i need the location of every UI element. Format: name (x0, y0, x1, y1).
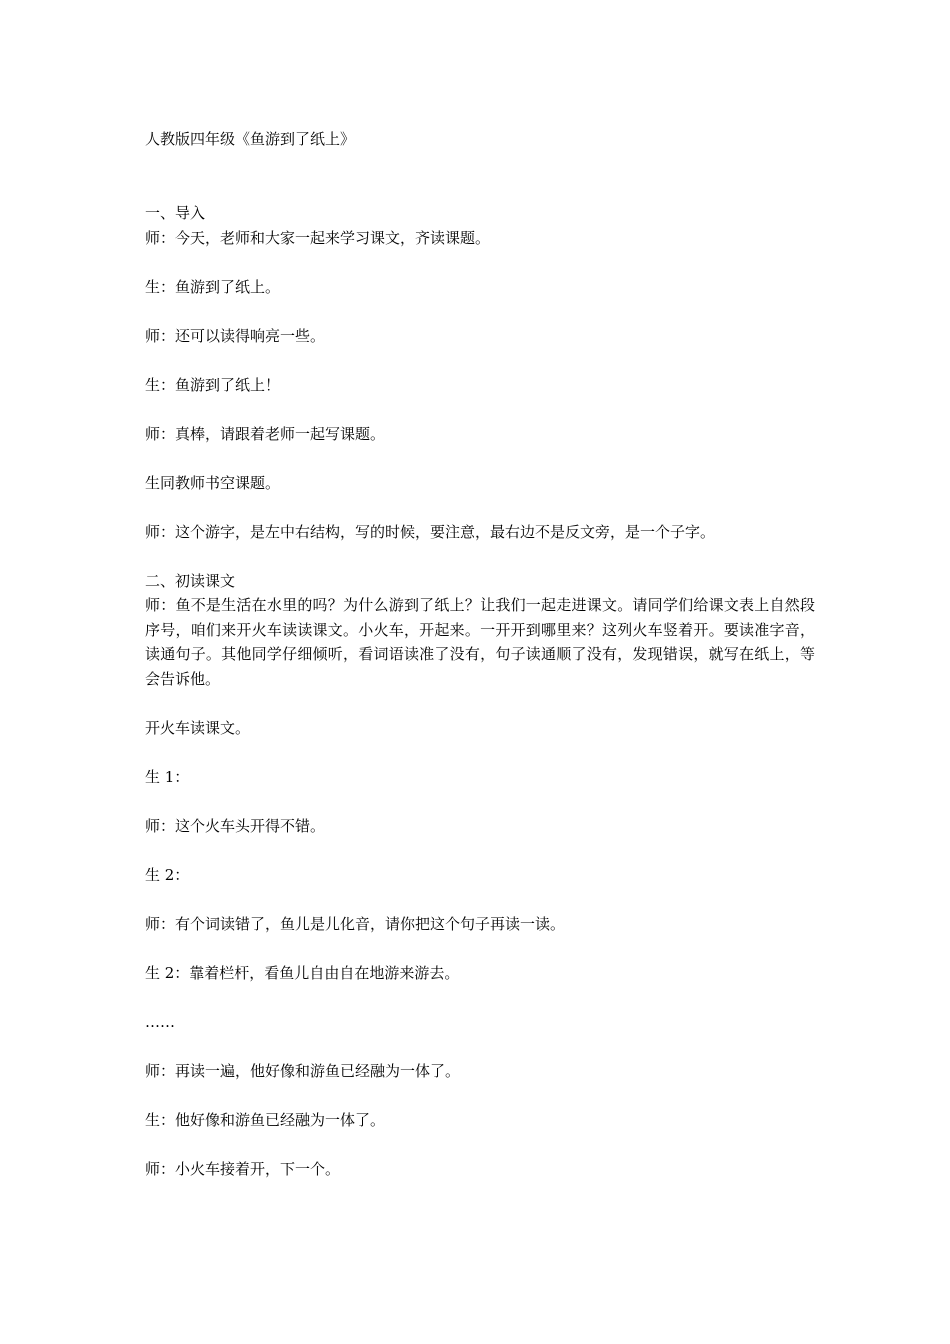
dialogue-line: 生 2：靠着栏杆，看鱼儿自由自在地游来游去。 (145, 963, 460, 982)
section-heading-intro: 一、导入 (145, 204, 206, 222)
dialogue-line: 生同教师书空课题。 (145, 473, 281, 492)
dialogue-line: 开火车读课文。 (145, 718, 251, 737)
dialogue-line: 师：小火车接着开，下一个。 (145, 1159, 341, 1178)
dialogue-line: 师：还可以读得响亮一些。 (145, 326, 326, 345)
ellipsis-line: …… (145, 1012, 175, 1031)
dialogue-line: 师：今天，老师和大家一起来学习课文，齐读课题。 (145, 228, 491, 247)
dialogue-line: 师：这个火车头开得不错。 (145, 816, 326, 835)
dialogue-line: 生：鱼游到了纸上。 (145, 277, 281, 296)
document-body (145, 201, 815, 1206)
dialogue-line: 生 1： (145, 767, 190, 786)
document-title: 人教版四年级《鱼游到了纸上》 (145, 130, 356, 148)
dialogue-line: 生 2： (145, 865, 190, 884)
dialogue-line: 师：这个游字，是左中右结构，写的时候，要注意，最右边不是反文旁，是一个子字。 (145, 522, 716, 541)
dialogue-line: 师：有个词读错了，鱼儿是儿化音，请你把这个句子再读一读。 (145, 914, 566, 933)
dialogue-paragraph: 师：鱼不是生活在水里的吗？为什么游到了纸上？让我们一起走进课文。请同学们给课文表上自然段序号，咱们来开火车读读课文。小火车，开起来。一开开到哪里来？这列火车竖着开。要读准字音，读通句子。其他同学仔细倾听，看词语读准了没有，句子读通顺了没有，发现错误，就写在纸上，等会告诉他。 (145, 596, 815, 688)
dialogue-line: 师：真棒，请跟着老师一起写课题。 (145, 424, 386, 443)
dialogue-line: 师：再读一遍，他好像和游鱼已经融为一体了。 (145, 1061, 461, 1080)
dialogue-line: 生：鱼游到了纸上！ (145, 375, 281, 394)
dialogue-line: 生：他好像和游鱼已经融为一体了。 (145, 1110, 386, 1129)
section-heading-first-reading: 二、初读课文 (145, 571, 236, 590)
